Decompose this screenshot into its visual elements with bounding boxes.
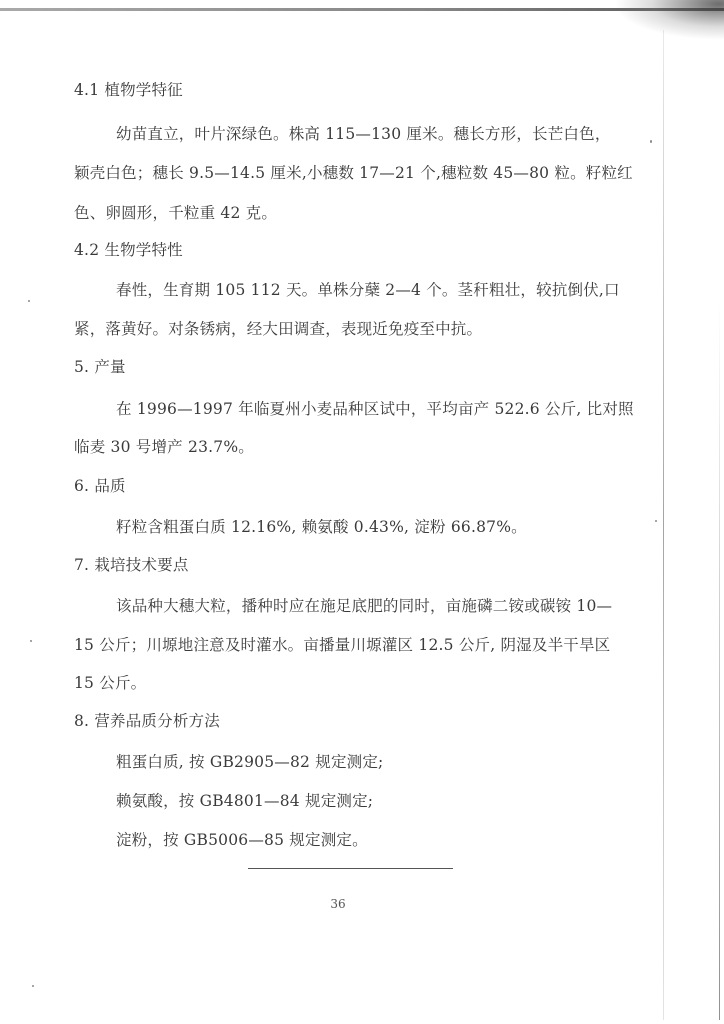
page-number: 36 [330,897,346,911]
scan-corner-shadow [614,0,724,40]
paragraph-line: 在 1996—1997 年临夏州小麦品种区试中，平均亩产 522.6 公斤, 比对照 [116,400,634,418]
paragraph-line: 粗蛋白质, 按 GB2905—82 规定测定; [116,753,384,771]
paragraph-line: 籽粒含粗蛋白质 12.16%, 赖氨酸 0.43%, 淀粉 66.87%。 [116,518,527,536]
paragraph-line: 淀粉，按 GB5006—85 规定测定。 [116,831,368,849]
paragraph-line: 紧，落黄好。对条锈病，经大田调查，表现近免疫至中抗。 [74,320,483,338]
scan-speck [32,985,34,987]
paragraph-line: 幼苗直立，叶片深绿色。株高 115—130 厘米。穗长方形，长芒白色， [116,125,611,143]
paragraph-line: 15 公斤；川塬地注意及时灌水。亩播量川塬灌区 12.5 公斤, 阴湿及半干旱区 [74,636,611,654]
section-heading-4-1: 4.1 植物学特征 [74,81,183,99]
paragraph-line: 颖壳白色；穗长 9.5—14.5 厘米,小穗数 17—21 个,穗粒数 45—80 粒。籽粒红 [74,164,633,182]
scan-speck [28,300,30,302]
scan-right-edge-outer [719,300,720,1020]
section-heading-8: 8. 营养品质分析方法 [74,712,220,730]
paragraph-line: 赖氨酸，按 GB4801—84 规定测定; [116,792,374,810]
paragraph-line: 春性，生育期 105 112 天。单株分蘖 2—4 个。茎秆粗壮，较抗倒伏,口 [116,281,620,299]
section-heading-6: 6. 品质 [74,477,126,495]
paragraph-line: 色、卵圆形，千粒重 42 克。 [74,204,278,222]
scan-speck [650,140,652,143]
scan-speck [30,640,32,642]
scan-right-edge [663,30,664,1020]
section-heading-4-2: 4.2 生物学特性 [74,241,183,259]
paragraph-line: 该品种大穗大粒，播种时应在施足底肥的同时，亩施磷二铵或碳铵 10— [116,597,613,615]
section-heading-5: 5. 产量 [74,358,126,376]
section-heading-7: 7. 栽培技术要点 [74,556,189,574]
footer-rule [248,868,453,869]
paragraph-line: 临麦 30 号增产 23.7%。 [74,438,254,456]
scan-speck [655,520,657,522]
paragraph-line: 15 公斤。 [74,674,147,692]
